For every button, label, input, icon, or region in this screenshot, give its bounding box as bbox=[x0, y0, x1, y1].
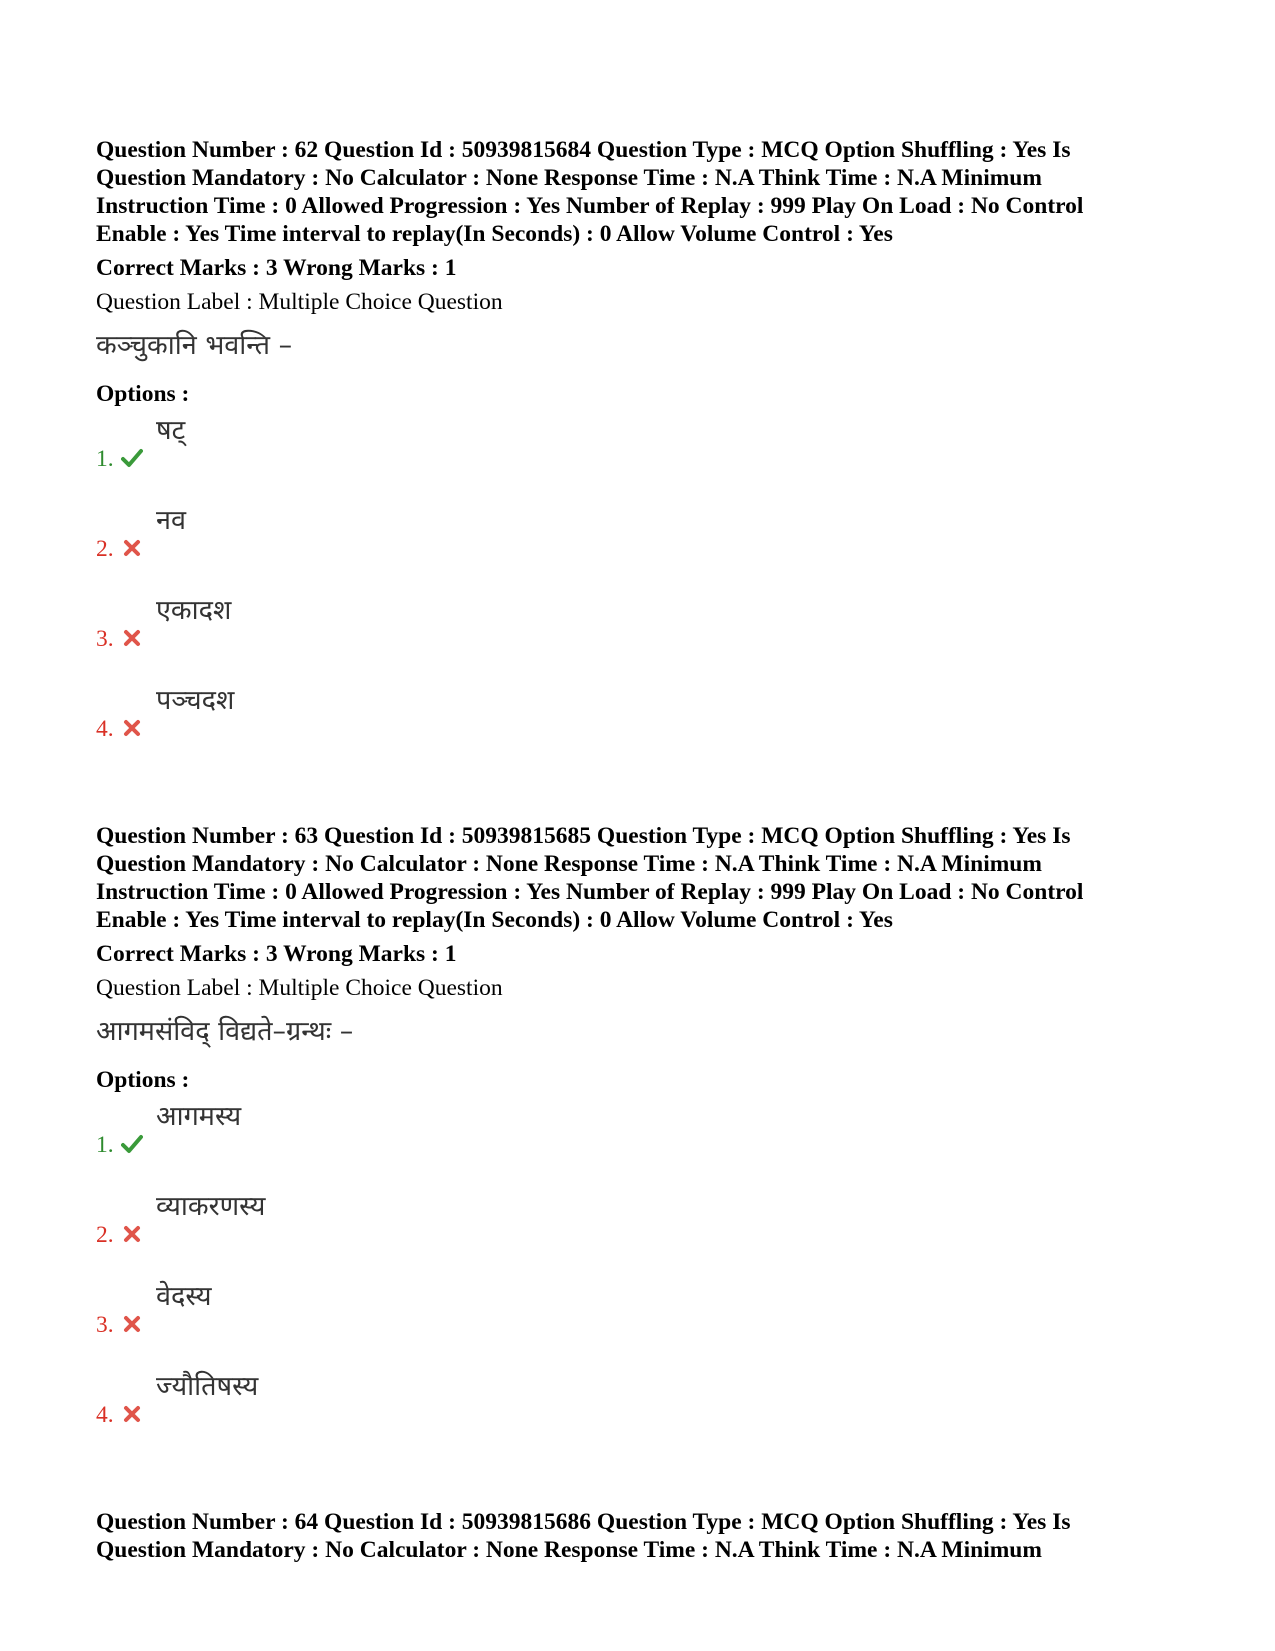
meta-line: Question Mandatory : No Calculator : None Response Time : N.A Think Time : N.A Minimum bbox=[96, 165, 1042, 191]
option-number: 3. bbox=[96, 626, 114, 652]
options-title: Options : bbox=[96, 1067, 190, 1093]
question-64 bbox=[96, 1508, 1176, 1564]
option-text: व्याकरणस्य bbox=[156, 1191, 266, 1222]
meta-line: Enable : Yes Time interval to replay(In Seconds) : 0 Allow Volume Control : Yes bbox=[96, 221, 893, 247]
cross-icon bbox=[121, 718, 143, 738]
cross-icon bbox=[121, 538, 143, 558]
question-meta bbox=[96, 136, 1176, 248]
option-1 bbox=[96, 1094, 1176, 1184]
question-label: Question Label : Multiple Choice Question bbox=[96, 289, 503, 315]
meta-line: Instruction Time : 0 Allowed Progression : Yes Number of Replay : 999 Play On Load : No Control bbox=[96, 879, 1084, 905]
option-text: एकादश bbox=[156, 595, 232, 626]
cross-icon bbox=[121, 1314, 143, 1334]
cross-icon bbox=[121, 1224, 143, 1244]
meta-line: Question Number : 62 Question Id : 50939815684 Question Type : MCQ Option Shuffling : Yes Is bbox=[96, 137, 1071, 163]
option-number: 4. bbox=[96, 1402, 114, 1428]
option-text: षट् bbox=[156, 415, 186, 446]
check-icon bbox=[121, 1134, 143, 1154]
option-number: 1. bbox=[96, 446, 114, 472]
marks: Correct Marks : 3 Wrong Marks : 1 bbox=[96, 941, 457, 967]
option-text: वेदस्य bbox=[156, 1281, 212, 1312]
meta-line: Enable : Yes Time interval to replay(In Seconds) : 0 Allow Volume Control : Yes bbox=[96, 907, 893, 933]
cross-icon bbox=[121, 1404, 143, 1424]
cross-icon bbox=[121, 628, 143, 648]
option-text: पञ्चदश bbox=[156, 685, 235, 716]
option-number: 3. bbox=[96, 1312, 114, 1338]
option-text: ज्यौतिषस्य bbox=[156, 1371, 259, 1402]
meta-line: Question Mandatory : No Calculator : None Response Time : N.A Think Time : N.A Minimum bbox=[96, 1537, 1042, 1563]
option-number: 4. bbox=[96, 716, 114, 742]
option-text: नव bbox=[156, 505, 186, 536]
option-2 bbox=[96, 1184, 1176, 1274]
meta-line: Question Mandatory : No Calculator : None Response Time : N.A Think Time : N.A Minimum bbox=[96, 851, 1042, 877]
meta-line: Question Number : 64 Question Id : 50939815686 Question Type : MCQ Option Shuffling : Yes Is bbox=[96, 1509, 1071, 1535]
question-stem: आगमसंविद् विद्यते–ग्रन्थः – bbox=[96, 1016, 354, 1047]
option-number: 1. bbox=[96, 1132, 114, 1158]
option-text: आगमस्य bbox=[156, 1101, 242, 1132]
question-63 bbox=[96, 822, 1176, 1454]
option-3 bbox=[96, 1274, 1176, 1364]
option-number: 2. bbox=[96, 536, 114, 562]
options-list bbox=[96, 1094, 1176, 1454]
option-3 bbox=[96, 588, 1176, 678]
question-62 bbox=[96, 136, 1176, 768]
option-4 bbox=[96, 1364, 1176, 1454]
meta-line: Instruction Time : 0 Allowed Progression : Yes Number of Replay : 999 Play On Load : No Control bbox=[96, 193, 1084, 219]
option-2 bbox=[96, 498, 1176, 588]
question-stem: कञ्चुकानि भवन्ति – bbox=[96, 330, 293, 361]
question-meta bbox=[96, 822, 1176, 934]
meta-line: Question Number : 63 Question Id : 50939815685 Question Type : MCQ Option Shuffling : Yes Is bbox=[96, 823, 1071, 849]
option-1 bbox=[96, 408, 1176, 498]
question-meta bbox=[96, 1508, 1176, 1564]
options-list bbox=[96, 408, 1176, 768]
option-4 bbox=[96, 678, 1176, 768]
marks: Correct Marks : 3 Wrong Marks : 1 bbox=[96, 255, 457, 281]
check-icon bbox=[121, 448, 143, 468]
option-number: 2. bbox=[96, 1222, 114, 1248]
question-label: Question Label : Multiple Choice Question bbox=[96, 975, 503, 1001]
options-title: Options : bbox=[96, 381, 190, 407]
